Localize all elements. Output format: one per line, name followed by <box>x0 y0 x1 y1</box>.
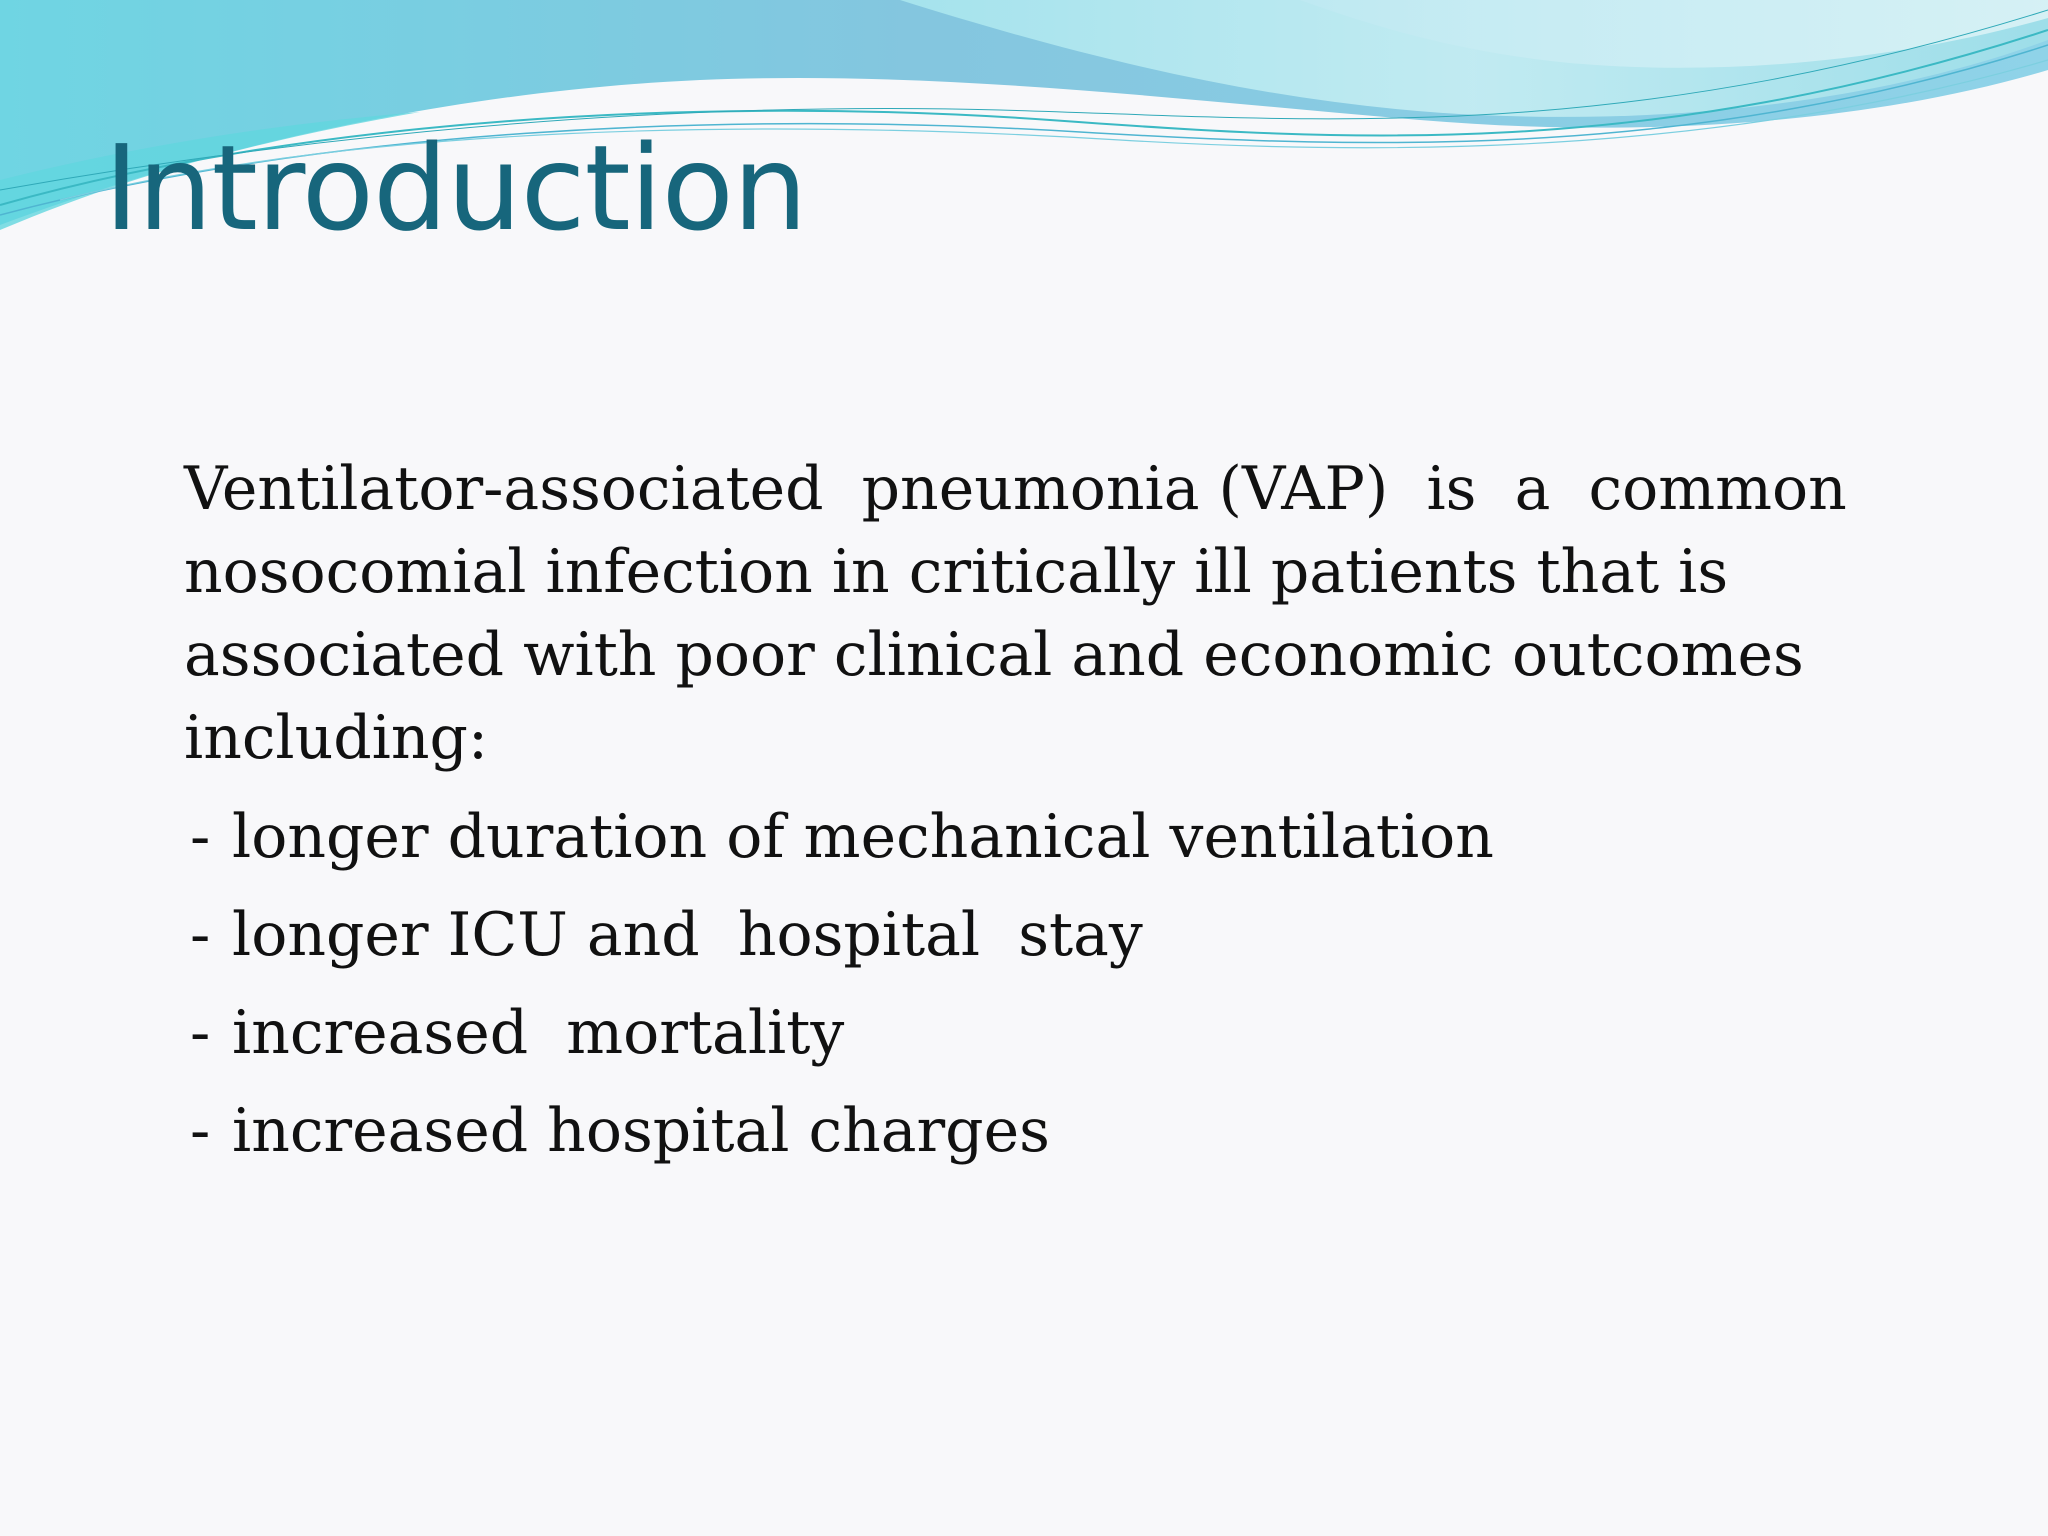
dash-bullet: - <box>190 900 211 970</box>
dash-bullet: - <box>190 802 211 872</box>
outcome-item <box>184 788 1824 886</box>
outcome-text: increased mortality <box>232 998 845 1068</box>
outcome-item <box>184 984 1824 1082</box>
outcome-item <box>184 886 1824 984</box>
intro-paragraph <box>184 448 1847 780</box>
slide-title: Introduction <box>104 119 807 257</box>
outcome-text: increased hospital charges <box>232 1096 1050 1166</box>
dash-bullet: - <box>190 998 211 1068</box>
slide-body <box>184 448 1847 1180</box>
outcome-item <box>184 1082 1824 1180</box>
intro-line-3: associated with poor clinical and economic outcomes <box>184 620 1804 690</box>
intro-line-1: Ventilator-associated pneumonia (VAP) is a common <box>184 454 1847 524</box>
outcome-list <box>184 788 1824 1180</box>
intro-line-4: including: <box>184 703 489 773</box>
outcome-text: longer duration of mechanical ventilation <box>232 802 1494 872</box>
outcome-text: longer ICU and hospital stay <box>232 900 1143 970</box>
intro-line-2: nosocomial infection in critically ill patients that is <box>184 537 1729 607</box>
dash-bullet: - <box>190 1096 211 1166</box>
